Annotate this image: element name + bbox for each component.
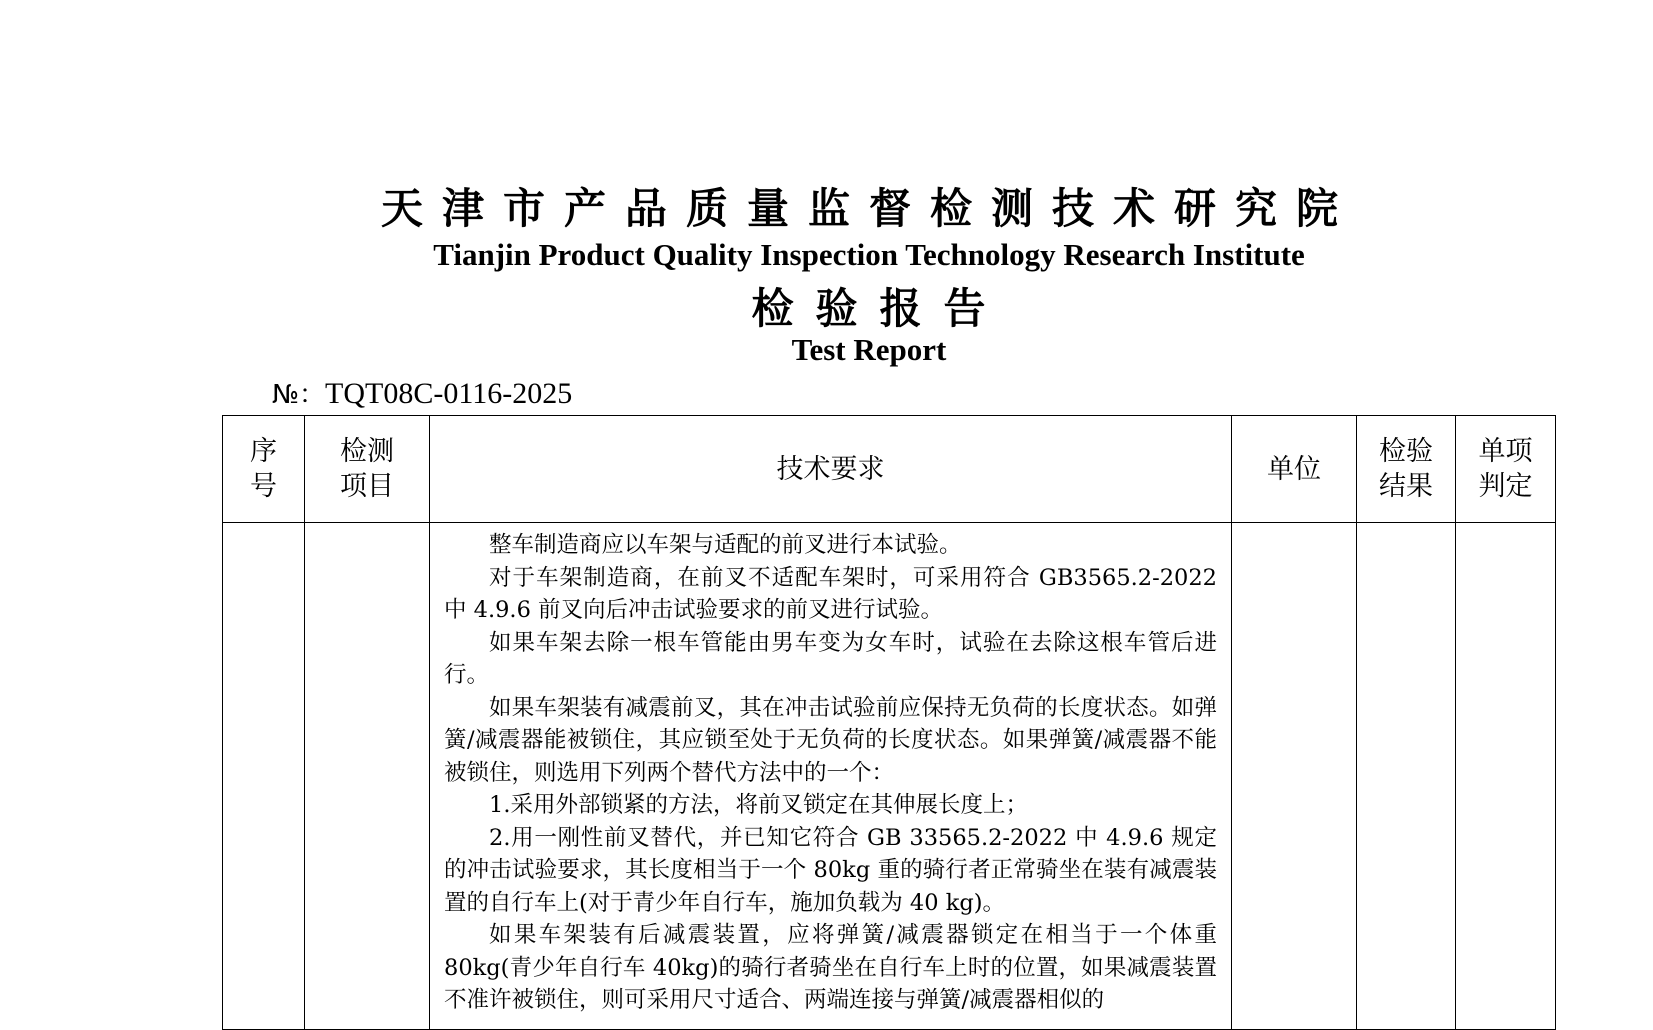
col-header-verdict-label: 单项判定 xyxy=(1478,436,1533,502)
cell-requirements xyxy=(430,523,1232,1030)
cell-serial xyxy=(223,523,305,1030)
requirement-paragraph: 对于车架制造商，在前叉不适配车架时，可采用符合 GB3565.2-2022 中 4.9.6 前叉向后冲击试验要求的前叉进行试验。 xyxy=(444,564,1217,623)
report-number xyxy=(272,374,572,411)
requirement-paragraph: 整车制造商应以车架与适配的前叉进行本试验。 xyxy=(489,532,962,558)
col-header-result-label: 检验结果 xyxy=(1379,436,1433,502)
col-header-item xyxy=(305,416,430,523)
number-value: TQT08C-0116-2025 xyxy=(325,377,573,410)
requirement-paragraph: 1.采用外部锁紧的方法，将前叉锁定在其伸展长度上； xyxy=(489,792,1028,818)
cell-unit xyxy=(1232,523,1357,1030)
col-header-item-label: 检测项目 xyxy=(340,436,394,502)
requirement-paragraph: 如果车架去除一根车管能由男车变为女车时，试验在去除这根车管后进行。 xyxy=(444,629,1217,688)
col-header-requirements xyxy=(430,416,1232,523)
col-header-unit xyxy=(1232,416,1357,523)
report-title-cn: 检验报告 xyxy=(751,284,1008,333)
requirement-paragraph: 如果车架装有减震前叉，其在冲击试验前应保持无负荷的长度状态。如弹簧/减震器能被锁住，其应锁至处于无负荷的长度状态。如果弹簧/减震器不能被锁住，则选用下列两个替代方法中的一个： xyxy=(444,694,1217,786)
col-header-requirements-label: 技术要求 xyxy=(776,453,885,485)
report-title-en: Test Report xyxy=(791,332,947,367)
table-row xyxy=(223,523,1556,1030)
cell-verdict xyxy=(1456,523,1556,1030)
number-symbol: №： xyxy=(272,380,326,410)
col-header-serial xyxy=(223,416,305,523)
requirement-paragraph: 2.用一刚性前叉替代，并已知它符合 GB 33565.2-2022 中 4.9.6 规定的冲击试验要求，其长度相当于一个 80kg 重的骑行者正常骑坐在装有减震装置的自行车上(对于青少年自行车，施加负载为 40 kg)。 xyxy=(444,824,1217,916)
col-header-verdict xyxy=(1456,416,1556,523)
cell-result xyxy=(1357,523,1456,1030)
institute-title-cn: 天津市产品质量监督检测技术研究院 xyxy=(380,184,1357,233)
test-table xyxy=(222,415,1556,1030)
table-header-row xyxy=(223,416,1556,523)
col-header-result xyxy=(1357,416,1456,523)
institute-title-en: Tianjin Product Quality Inspection Technology Research Institute xyxy=(433,237,1305,272)
cell-item xyxy=(305,523,430,1030)
requirement-paragraph: 如果车架装有后减震装置，应将弹簧/减震器锁定在相当于一个体重 80kg(青少年自行车 40kg)的骑行者骑坐在自行车上时的位置，如果减震装置不准许被锁住，则可采用尺寸适合、两端连接与弹簧/减震器相似的 xyxy=(444,922,1217,1013)
col-header-serial-label: 序号 xyxy=(250,436,277,502)
col-header-unit-label: 单位 xyxy=(1267,453,1321,485)
